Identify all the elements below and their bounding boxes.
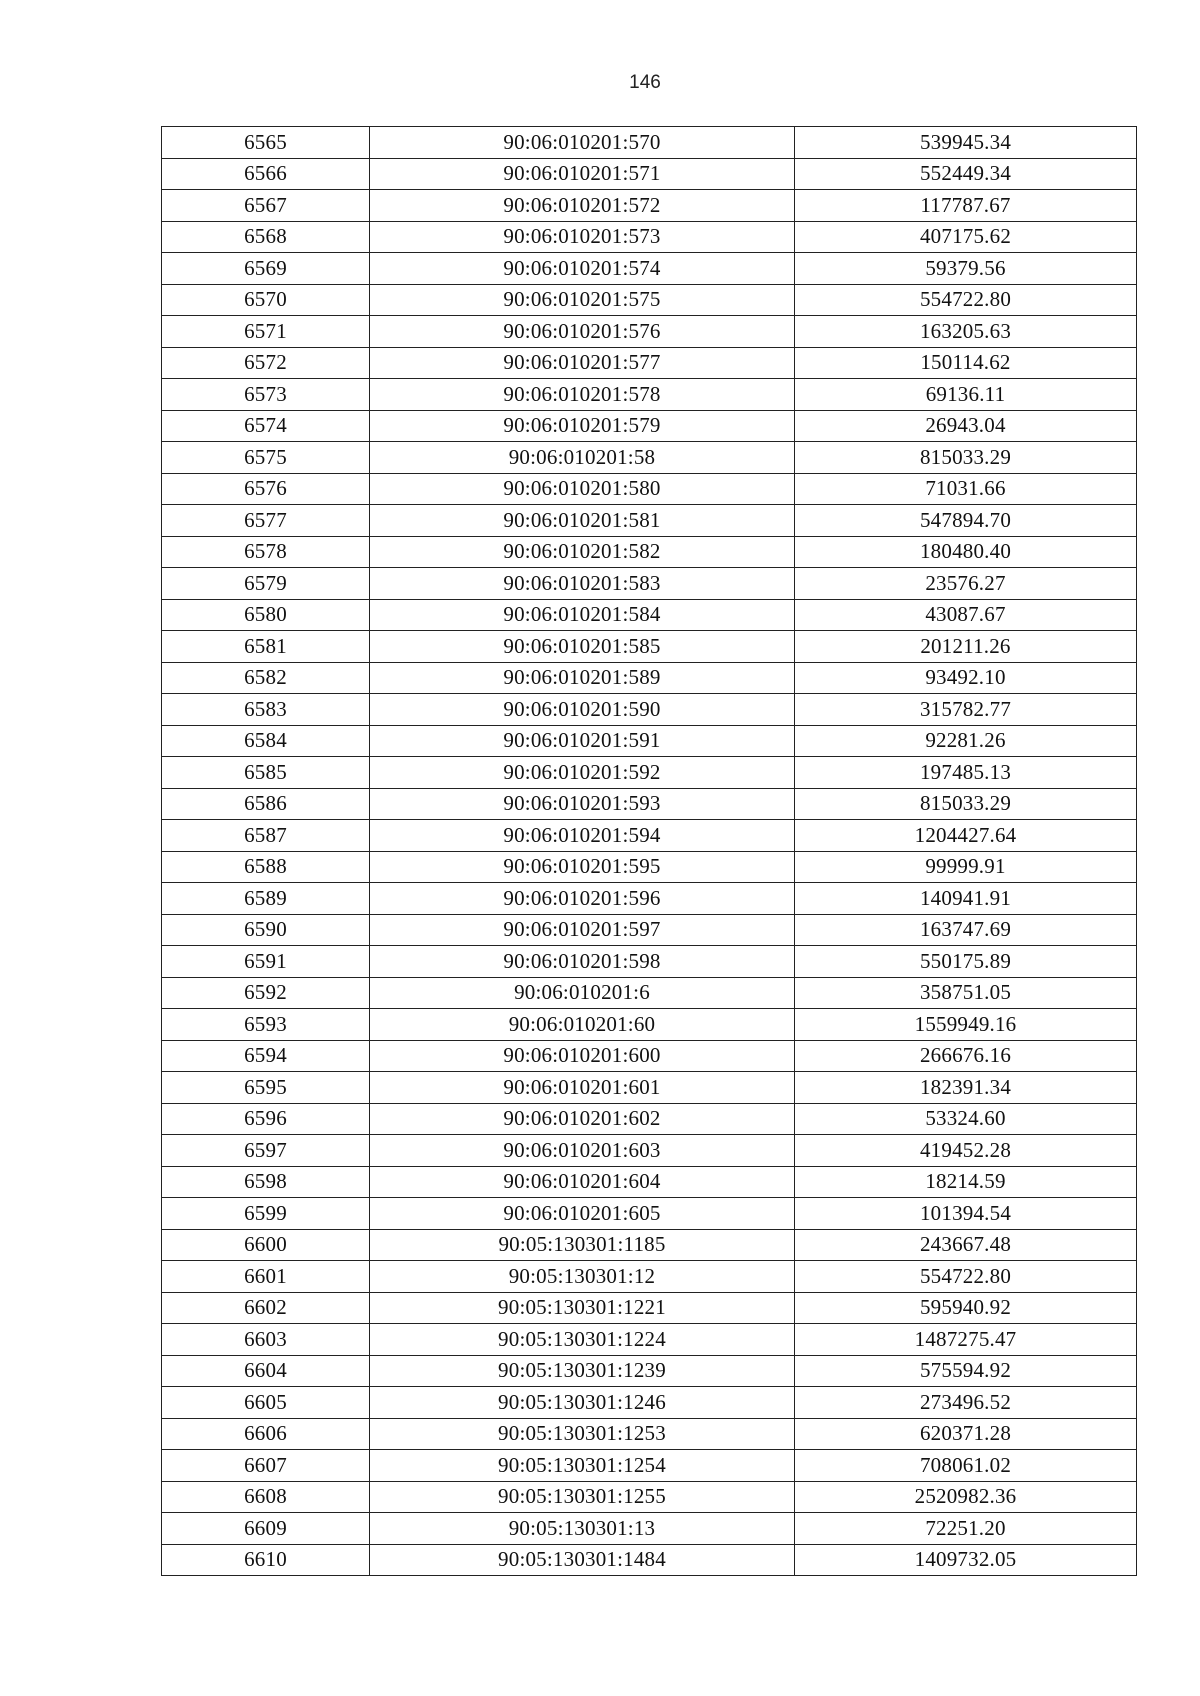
- table-row: [162, 505, 1137, 537]
- table-row: [162, 127, 1137, 159]
- table-row: [162, 284, 1137, 316]
- row-number-cell: 6588: [162, 851, 370, 883]
- value-cell: 150114.62: [795, 347, 1137, 379]
- row-number-cell: 6606: [162, 1418, 370, 1450]
- row-number-cell: 6565: [162, 127, 370, 159]
- row-number-cell: 6592: [162, 977, 370, 1009]
- row-number-cell: 6599: [162, 1198, 370, 1230]
- cadastral-number-cell: 90:05:130301:1246: [370, 1387, 795, 1419]
- value-cell: 23576.27: [795, 568, 1137, 600]
- cadastral-number-cell: 90:06:010201:572: [370, 190, 795, 222]
- cadastral-number-cell: 90:05:130301:12: [370, 1261, 795, 1293]
- value-cell: 71031.66: [795, 473, 1137, 505]
- value-cell: 163747.69: [795, 914, 1137, 946]
- table-row: [162, 914, 1137, 946]
- row-number-cell: 6589: [162, 883, 370, 915]
- cadastral-number-cell: 90:06:010201:585: [370, 631, 795, 663]
- table-row: [162, 158, 1137, 190]
- cadastral-number-cell: 90:06:010201:571: [370, 158, 795, 190]
- value-cell: 140941.91: [795, 883, 1137, 915]
- cadastral-number-cell: 90:06:010201:589: [370, 662, 795, 694]
- row-number-cell: 6593: [162, 1009, 370, 1041]
- table-row: [162, 725, 1137, 757]
- value-cell: 72251.20: [795, 1513, 1137, 1545]
- cadastral-number-cell: 90:06:010201:574: [370, 253, 795, 285]
- value-cell: 266676.16: [795, 1040, 1137, 1072]
- table-row: [162, 788, 1137, 820]
- value-cell: 1559949.16: [795, 1009, 1137, 1041]
- table-row: [162, 1009, 1137, 1041]
- value-cell: 550175.89: [795, 946, 1137, 978]
- value-cell: 554722.80: [795, 1261, 1137, 1293]
- table-row: [162, 946, 1137, 978]
- table-row: [162, 1261, 1137, 1293]
- row-number-cell: 6596: [162, 1103, 370, 1135]
- table-row: [162, 190, 1137, 222]
- value-cell: 117787.67: [795, 190, 1137, 222]
- table-row: [162, 347, 1137, 379]
- cadastral-number-cell: 90:05:130301:1239: [370, 1355, 795, 1387]
- row-number-cell: 6602: [162, 1292, 370, 1324]
- row-number-cell: 6607: [162, 1450, 370, 1482]
- row-number-cell: 6609: [162, 1513, 370, 1545]
- value-cell: 575594.92: [795, 1355, 1137, 1387]
- row-number-cell: 6600: [162, 1229, 370, 1261]
- cadastral-number-cell: 90:06:010201:58: [370, 442, 795, 474]
- value-cell: 815033.29: [795, 442, 1137, 474]
- cadastral-number-cell: 90:06:010201:598: [370, 946, 795, 978]
- table-row: [162, 1072, 1137, 1104]
- row-number-cell: 6577: [162, 505, 370, 537]
- value-cell: 620371.28: [795, 1418, 1137, 1450]
- table-row: [162, 1198, 1137, 1230]
- table-row: [162, 599, 1137, 631]
- row-number-cell: 6594: [162, 1040, 370, 1072]
- value-cell: 547894.70: [795, 505, 1137, 537]
- value-cell: 180480.40: [795, 536, 1137, 568]
- cadastral-number-cell: 90:06:010201:592: [370, 757, 795, 789]
- row-number-cell: 6578: [162, 536, 370, 568]
- value-cell: 315782.77: [795, 694, 1137, 726]
- row-number-cell: 6586: [162, 788, 370, 820]
- row-number-cell: 6585: [162, 757, 370, 789]
- value-cell: 554722.80: [795, 284, 1137, 316]
- table-row: [162, 1292, 1137, 1324]
- row-number-cell: 6584: [162, 725, 370, 757]
- row-number-cell: 6566: [162, 158, 370, 190]
- cadastral-number-cell: 90:05:130301:13: [370, 1513, 795, 1545]
- table-row: [162, 1103, 1137, 1135]
- cadastral-number-cell: 90:06:010201:597: [370, 914, 795, 946]
- cadastral-number-cell: 90:06:010201:590: [370, 694, 795, 726]
- value-cell: 407175.62: [795, 221, 1137, 253]
- table-row: [162, 473, 1137, 505]
- row-number-cell: 6582: [162, 662, 370, 694]
- value-cell: 43087.67: [795, 599, 1137, 631]
- row-number-cell: 6610: [162, 1544, 370, 1576]
- table-row: [162, 221, 1137, 253]
- row-number-cell: 6597: [162, 1135, 370, 1167]
- row-number-cell: 6591: [162, 946, 370, 978]
- table-row: [162, 1229, 1137, 1261]
- row-number-cell: 6568: [162, 221, 370, 253]
- table-row: [162, 1544, 1137, 1576]
- cadastral-number-cell: 90:05:130301:1221: [370, 1292, 795, 1324]
- value-cell: 273496.52: [795, 1387, 1137, 1419]
- row-number-cell: 6575: [162, 442, 370, 474]
- value-cell: 595940.92: [795, 1292, 1137, 1324]
- row-number-cell: 6570: [162, 284, 370, 316]
- value-cell: 2520982.36: [795, 1481, 1137, 1513]
- cadastral-number-cell: 90:06:010201:583: [370, 568, 795, 600]
- table-row: [162, 316, 1137, 348]
- row-number-cell: 6601: [162, 1261, 370, 1293]
- table-row: [162, 1387, 1137, 1419]
- cadastral-number-cell: 90:06:010201:578: [370, 379, 795, 411]
- row-number-cell: 6590: [162, 914, 370, 946]
- row-number-cell: 6571: [162, 316, 370, 348]
- row-number-cell: 6572: [162, 347, 370, 379]
- table-row: [162, 568, 1137, 600]
- value-cell: 59379.56: [795, 253, 1137, 285]
- row-number-cell: 6573: [162, 379, 370, 411]
- value-cell: 201211.26: [795, 631, 1137, 663]
- cadastral-number-cell: 90:06:010201:60: [370, 1009, 795, 1041]
- value-cell: 26943.04: [795, 410, 1137, 442]
- cadastral-number-cell: 90:06:010201:570: [370, 127, 795, 159]
- table-row: [162, 253, 1137, 285]
- value-cell: 92281.26: [795, 725, 1137, 757]
- cadastral-number-cell: 90:06:010201:602: [370, 1103, 795, 1135]
- value-cell: 1204427.64: [795, 820, 1137, 852]
- value-cell: 419452.28: [795, 1135, 1137, 1167]
- table-body: [162, 127, 1137, 1576]
- cadastral-number-cell: 90:06:010201:594: [370, 820, 795, 852]
- cadastral-number-cell: 90:06:010201:581: [370, 505, 795, 537]
- row-number-cell: 6605: [162, 1387, 370, 1419]
- value-cell: 539945.34: [795, 127, 1137, 159]
- page-number: 146: [629, 72, 661, 93]
- value-cell: 93492.10: [795, 662, 1137, 694]
- table-row: [162, 442, 1137, 474]
- cadastral-number-cell: 90:06:010201:576: [370, 316, 795, 348]
- cadastral-number-cell: 90:05:130301:1255: [370, 1481, 795, 1513]
- cadastral-number-cell: 90:06:010201:604: [370, 1166, 795, 1198]
- row-number-cell: 6587: [162, 820, 370, 852]
- row-number-cell: 6569: [162, 253, 370, 285]
- table-row: [162, 410, 1137, 442]
- cadastral-number-cell: 90:06:010201:580: [370, 473, 795, 505]
- value-cell: 101394.54: [795, 1198, 1137, 1230]
- value-cell: 99999.91: [795, 851, 1137, 883]
- value-cell: 552449.34: [795, 158, 1137, 190]
- cadastral-number-cell: 90:06:010201:601: [370, 1072, 795, 1104]
- value-cell: 815033.29: [795, 788, 1137, 820]
- cadastral-number-cell: 90:06:010201:6: [370, 977, 795, 1009]
- table-row: [162, 977, 1137, 1009]
- table-row: [162, 631, 1137, 663]
- cadastral-number-cell: 90:06:010201:593: [370, 788, 795, 820]
- table-row: [162, 1166, 1137, 1198]
- table-row: [162, 379, 1137, 411]
- value-cell: 358751.05: [795, 977, 1137, 1009]
- cadastral-number-cell: 90:06:010201:603: [370, 1135, 795, 1167]
- value-cell: 69136.11: [795, 379, 1137, 411]
- cadastral-number-cell: 90:06:010201:582: [370, 536, 795, 568]
- table-row: [162, 662, 1137, 694]
- cadastral-number-cell: 90:06:010201:600: [370, 1040, 795, 1072]
- row-number-cell: 6604: [162, 1355, 370, 1387]
- row-number-cell: 6603: [162, 1324, 370, 1356]
- cadastral-number-cell: 90:06:010201:591: [370, 725, 795, 757]
- value-cell: 197485.13: [795, 757, 1137, 789]
- row-number-cell: 6595: [162, 1072, 370, 1104]
- table-row: [162, 694, 1137, 726]
- cadastral-number-cell: 90:06:010201:575: [370, 284, 795, 316]
- table-row: [162, 851, 1137, 883]
- value-cell: 163205.63: [795, 316, 1137, 348]
- cadastral-number-cell: 90:06:010201:577: [370, 347, 795, 379]
- value-cell: 53324.60: [795, 1103, 1137, 1135]
- row-number-cell: 6583: [162, 694, 370, 726]
- table-row: [162, 1135, 1137, 1167]
- table-row: [162, 1355, 1137, 1387]
- table-row: [162, 757, 1137, 789]
- value-cell: 243667.48: [795, 1229, 1137, 1261]
- row-number-cell: 6567: [162, 190, 370, 222]
- cadastral-number-cell: 90:06:010201:584: [370, 599, 795, 631]
- row-number-cell: 6598: [162, 1166, 370, 1198]
- row-number-cell: 6574: [162, 410, 370, 442]
- value-cell: 18214.59: [795, 1166, 1137, 1198]
- cadastral-number-cell: 90:05:130301:1185: [370, 1229, 795, 1261]
- value-cell: 1409732.05: [795, 1544, 1137, 1576]
- row-number-cell: 6580: [162, 599, 370, 631]
- value-cell: 182391.34: [795, 1072, 1137, 1104]
- table-row: [162, 820, 1137, 852]
- table-row: [162, 883, 1137, 915]
- table-row: [162, 1324, 1137, 1356]
- value-cell: 1487275.47: [795, 1324, 1137, 1356]
- cadastral-number-cell: 90:05:130301:1484: [370, 1544, 795, 1576]
- row-number-cell: 6579: [162, 568, 370, 600]
- row-number-cell: 6576: [162, 473, 370, 505]
- cadastral-value-table: [161, 126, 1137, 1576]
- cadastral-number-cell: 90:05:130301:1224: [370, 1324, 795, 1356]
- table-row: [162, 1450, 1137, 1482]
- table-row: [162, 1513, 1137, 1545]
- table-row: [162, 1481, 1137, 1513]
- cadastral-number-cell: 90:06:010201:595: [370, 851, 795, 883]
- table-row: [162, 1040, 1137, 1072]
- row-number-cell: 6581: [162, 631, 370, 663]
- row-number-cell: 6608: [162, 1481, 370, 1513]
- value-cell: 708061.02: [795, 1450, 1137, 1482]
- cadastral-number-cell: 90:06:010201:605: [370, 1198, 795, 1230]
- cadastral-number-cell: 90:06:010201:579: [370, 410, 795, 442]
- cadastral-number-cell: 90:05:130301:1254: [370, 1450, 795, 1482]
- cadastral-number-cell: 90:06:010201:596: [370, 883, 795, 915]
- table-row: [162, 1418, 1137, 1450]
- cadastral-number-cell: 90:05:130301:1253: [370, 1418, 795, 1450]
- table-row: [162, 536, 1137, 568]
- cadastral-number-cell: 90:06:010201:573: [370, 221, 795, 253]
